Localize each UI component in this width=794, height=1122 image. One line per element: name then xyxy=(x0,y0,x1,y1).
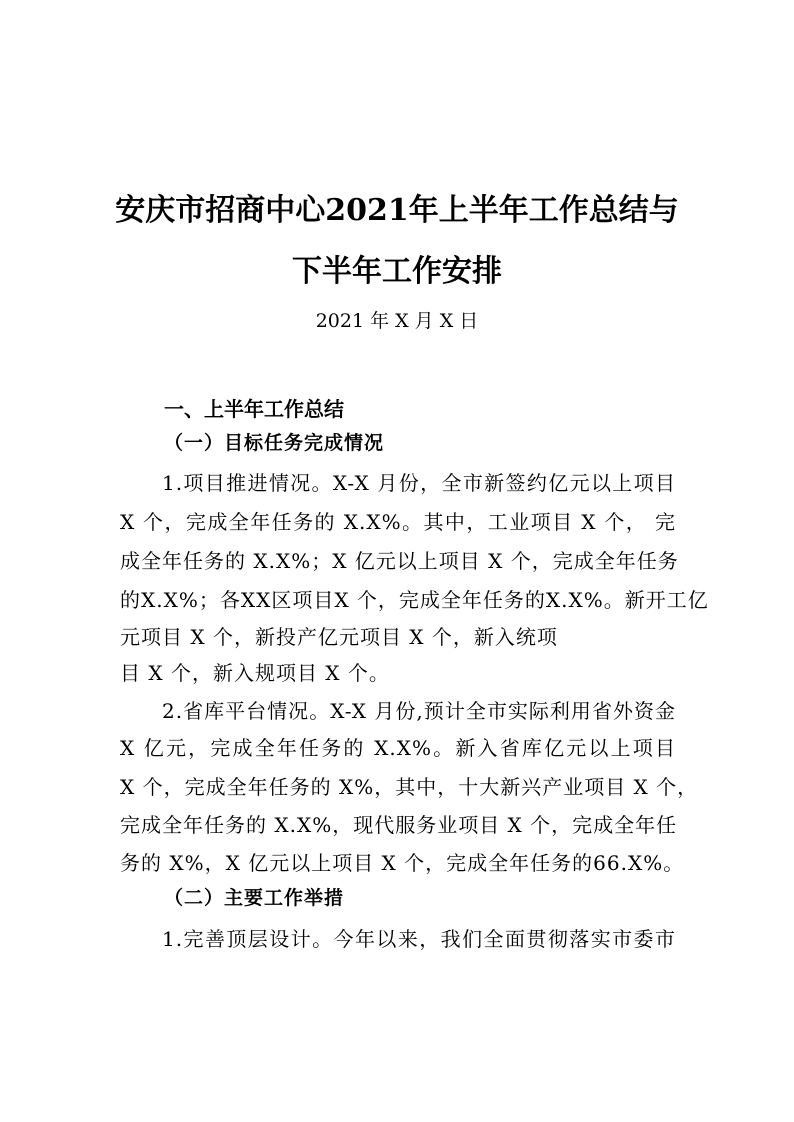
paragraph-line: X 亿元，完成全年任务的 X.X%。新入省库亿元以上项目 xyxy=(120,736,676,760)
paragraph-line: X 个，完成全年任务的 X.X%。其中，工业项目 X 个， 完 xyxy=(120,510,676,534)
paragraph-line: 1.完善顶层设计。今年以来，我们全面贯彻落实市委市 xyxy=(162,927,676,951)
document-title-line-1: 安庆市招商中心2021年上半年工作总结与 xyxy=(115,193,679,228)
paragraph-line: 务的 X%，X 亿元以上项目 X 个，完成全年任务的66.X%。 xyxy=(120,851,685,875)
paragraph-line: X 个，完成全年任务的 X%，其中，十大新兴产业项目 X 个， xyxy=(120,775,699,799)
section-heading-first-half-summary: 一、上半年工作总结 xyxy=(164,397,344,421)
paragraph-line: 2.省库平台情况。X-X 月份,预计全市实际利用省外资金 xyxy=(162,699,676,723)
subsection-heading-target-tasks: （一）目标任务完成情况 xyxy=(164,432,385,454)
paragraph-line: 的X.X%；各XX区项目X 个，完成全年任务的X.X%。新开工亿 xyxy=(120,588,709,612)
paragraph-line: 完成全年任务的 X.X%，现代服务业项目 X 个，完成全年任 xyxy=(120,813,678,837)
paragraph-line: 成全年任务的 X.X%；X 亿元以上项目 X 个，完成全年任务 xyxy=(120,549,679,573)
paragraph-line: 目 X 个，新入规项目 X 个。 xyxy=(120,661,390,685)
paragraph-line: 元项目 X 个，新投产亿元项目 X 个，新入统项 xyxy=(120,625,558,649)
subsection-heading-main-measures: （二）主要工作举措 xyxy=(164,887,345,909)
paragraph-line: 1.项目推进情况。X-X 月份，全市新签约亿元以上项目 xyxy=(162,471,676,495)
document-date: 2021 年 X 月 X 日 xyxy=(315,310,479,332)
document-title-line-2: 下半年工作安排 xyxy=(292,254,502,289)
